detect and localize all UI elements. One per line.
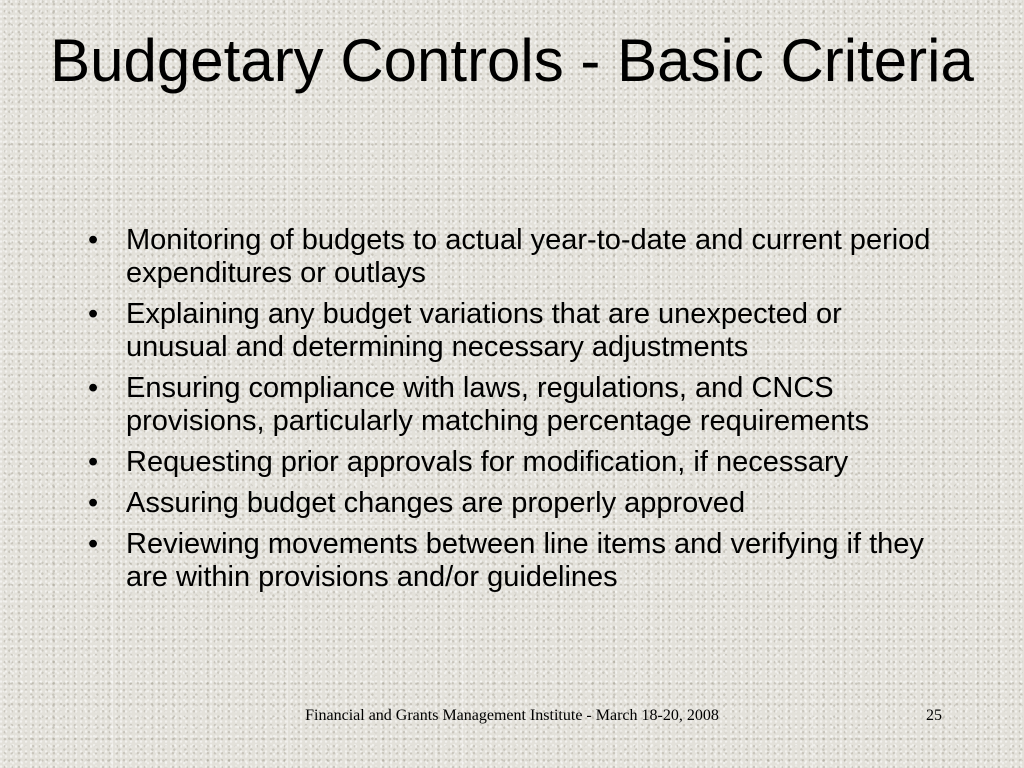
bullet-text: Requesting prior approvals for modification, if necessary — [126, 446, 849, 478]
slide-title: Budgetary Controls - Basic Criteria — [50, 27, 974, 94]
bullet-item — [88, 372, 948, 438]
slide-number: 25 — [926, 707, 942, 724]
bullet-text: Monitoring of budgets to actual year-to-date and current period expenditures or outlays — [126, 224, 931, 289]
bullet-dot: • — [88, 446, 99, 478]
bullet-item — [88, 298, 948, 364]
bullet-dot: • — [88, 528, 99, 560]
bullet-text: Ensuring compliance with laws, regulations, and CNCS provisions, particularly matching percentage requirements — [126, 372, 870, 437]
bullet-text: Explaining any budget variations that are unexpected or unusual and determining necessary adjustments — [126, 298, 842, 363]
bullet-item — [88, 487, 948, 520]
bullet-item — [88, 528, 948, 594]
bullet-dot: • — [88, 224, 99, 256]
bullet-text: Reviewing movements between line items and verifying if they are within provisions and/or guidelines — [126, 528, 924, 593]
bullet-item — [88, 446, 948, 479]
bullet-dot: • — [88, 298, 99, 330]
background-texture-seam — [0, 175, 1024, 176]
bullet-list — [88, 224, 948, 602]
footer-text: Financial and Grants Management Institute - March 18-20, 2008 — [305, 707, 719, 724]
bullet-item — [88, 224, 948, 290]
bullet-dot: • — [88, 372, 99, 404]
bullet-dot: • — [88, 487, 99, 519]
bullet-text: Assuring budget changes are properly approved — [126, 487, 746, 519]
